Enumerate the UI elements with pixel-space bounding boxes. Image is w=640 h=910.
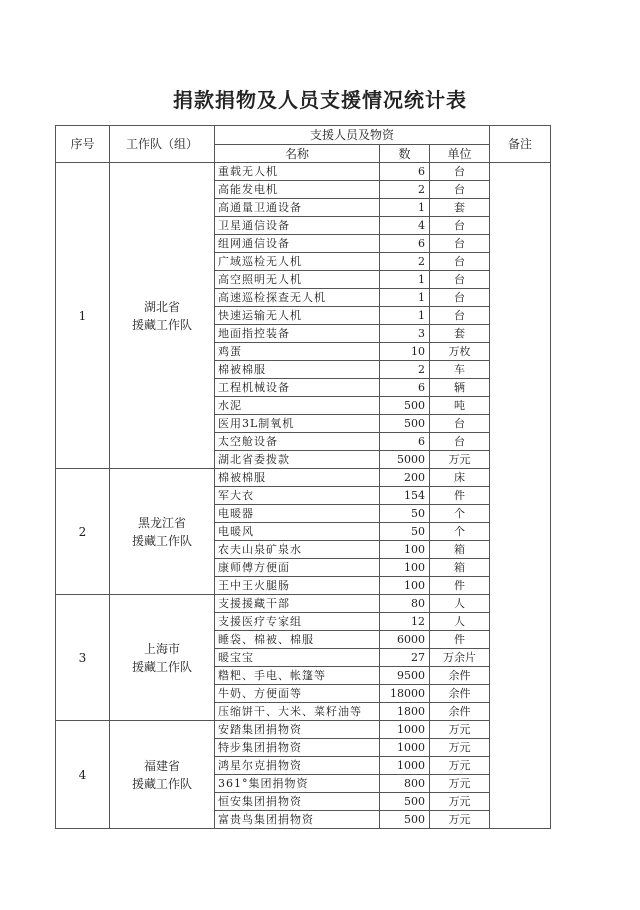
table-row: [56, 595, 551, 613]
item-count: 500: [380, 811, 430, 829]
item-count: 12: [380, 613, 430, 631]
table-row: [56, 469, 551, 487]
item-unit: 个: [430, 523, 490, 541]
statistics-table: [55, 125, 551, 829]
item-count: 100: [380, 577, 430, 595]
item-name: 棉被棉服: [215, 361, 380, 379]
header-support-group: 支援人员及物资: [215, 126, 490, 145]
item-name: 工程机械设备: [215, 379, 380, 397]
item-name: 农夫山泉矿泉水: [215, 541, 380, 559]
item-unit: 万元: [430, 721, 490, 739]
item-unit: 万枚: [430, 343, 490, 361]
item-count: 6: [380, 163, 430, 181]
item-name: 鸡蛋: [215, 343, 380, 361]
item-count: 200: [380, 469, 430, 487]
item-unit: 万元: [430, 451, 490, 469]
item-count: 50: [380, 505, 430, 523]
item-count: 3: [380, 325, 430, 343]
item-name: 压缩饼干、大米、菜籽油等: [215, 703, 380, 721]
header-unit: 单位: [430, 145, 490, 163]
header-seq: 序号: [56, 126, 110, 163]
item-unit: 件: [430, 487, 490, 505]
header-remark: 备注: [490, 126, 551, 163]
item-unit: 车: [430, 361, 490, 379]
item-unit: 床: [430, 469, 490, 487]
item-name: 太空舱设备: [215, 433, 380, 451]
item-unit: 台: [430, 163, 490, 181]
item-count: 100: [380, 559, 430, 577]
item-unit: 余件: [430, 703, 490, 721]
item-unit: 台: [430, 181, 490, 199]
item-count: 1: [380, 271, 430, 289]
item-unit: 余件: [430, 667, 490, 685]
header-team: 工作队（组）: [110, 126, 215, 163]
item-name: 王中王火腿肠: [215, 577, 380, 595]
item-count: 1: [380, 289, 430, 307]
item-name: 糌粑、手电、帐篷等: [215, 667, 380, 685]
item-name: 电暖风: [215, 523, 380, 541]
item-name: 暖宝宝: [215, 649, 380, 667]
item-count: 500: [380, 397, 430, 415]
item-count: 9500: [380, 667, 430, 685]
item-unit: 万元: [430, 811, 490, 829]
team-name-line2: 援藏工作队: [131, 533, 192, 548]
item-count: 154: [380, 487, 430, 505]
item-unit: 余件: [430, 685, 490, 703]
item-count: 2: [380, 253, 430, 271]
item-unit: 套: [430, 325, 490, 343]
group-seq: 1: [56, 163, 110, 469]
item-unit: 台: [430, 307, 490, 325]
item-count: 6: [380, 235, 430, 253]
item-count: 6000: [380, 631, 430, 649]
item-unit: 辆: [430, 379, 490, 397]
group-seq: 3: [56, 595, 110, 721]
item-unit: 万元: [430, 793, 490, 811]
item-count: 500: [380, 415, 430, 433]
item-unit: 套: [430, 199, 490, 217]
header-count: 数: [380, 145, 430, 163]
item-count: 27: [380, 649, 430, 667]
item-count: 1000: [380, 739, 430, 757]
item-name: 重载无人机: [215, 163, 380, 181]
item-unit: 台: [430, 217, 490, 235]
group-team: [110, 595, 215, 721]
item-name: 高通量卫通设备: [215, 199, 380, 217]
item-name: 地面指控装备: [215, 325, 380, 343]
header-name: 名称: [215, 145, 380, 163]
item-count: 1000: [380, 757, 430, 775]
team-name-line2: 援藏工作队: [131, 317, 192, 332]
item-count: 2: [380, 181, 430, 199]
item-name: 支援医疗专家组: [215, 613, 380, 631]
item-name: 广域巡检无人机: [215, 253, 380, 271]
item-unit: 人: [430, 595, 490, 613]
item-name: 特步集团捐物资: [215, 739, 380, 757]
item-name: 高能发电机: [215, 181, 380, 199]
item-unit: 万元: [430, 757, 490, 775]
item-name: 康师傅方便面: [215, 559, 380, 577]
item-name: 361°集团捐物资: [215, 775, 380, 793]
item-count: 500: [380, 793, 430, 811]
item-count: 800: [380, 775, 430, 793]
item-count: 1000: [380, 721, 430, 739]
item-unit: 个: [430, 505, 490, 523]
table-row: [56, 163, 551, 181]
item-count: 6: [380, 379, 430, 397]
item-unit: 台: [430, 253, 490, 271]
item-name: 恒安集团捐物资: [215, 793, 380, 811]
group-seq: 2: [56, 469, 110, 595]
item-name: 睡袋、棉被、棉服: [215, 631, 380, 649]
item-name: 安踏集团捐物资: [215, 721, 380, 739]
team-name-line1: 黑龙江省: [137, 515, 186, 530]
team-name-line2: 援藏工作队: [131, 659, 192, 674]
item-unit: 台: [430, 271, 490, 289]
item-name: 组网通信设备: [215, 235, 380, 253]
team-name-line2: 援藏工作队: [131, 776, 192, 791]
item-unit: 件: [430, 631, 490, 649]
page-title: 捐款捐物及人员支援情况统计表: [173, 88, 467, 112]
item-unit: 箱: [430, 541, 490, 559]
item-name: 医用3L制氧机: [215, 415, 380, 433]
item-unit: 台: [430, 415, 490, 433]
item-count: 2: [380, 361, 430, 379]
item-unit: 人: [430, 613, 490, 631]
item-count: 10: [380, 343, 430, 361]
item-count: 5000: [380, 451, 430, 469]
item-unit: 万余片: [430, 649, 490, 667]
remark-cell: [490, 163, 551, 829]
item-count: 1800: [380, 703, 430, 721]
item-unit: 台: [430, 289, 490, 307]
team-name-line1: 上海市: [143, 641, 180, 656]
item-unit: 箱: [430, 559, 490, 577]
item-unit: 件: [430, 577, 490, 595]
item-name: 军大衣: [215, 487, 380, 505]
item-name: 鸿星尔克捐物资: [215, 757, 380, 775]
item-name: 支援援藏干部: [215, 595, 380, 613]
item-count: 1: [380, 199, 430, 217]
team-name-line1: 湖北省: [143, 299, 180, 314]
item-name: 卫星通信设备: [215, 217, 380, 235]
item-name: 富贵鸟集团捐物资: [215, 811, 380, 829]
item-count: 50: [380, 523, 430, 541]
item-unit: 吨: [430, 397, 490, 415]
group-team: [110, 163, 215, 469]
item-name: 高空照明无人机: [215, 271, 380, 289]
item-unit: 万元: [430, 775, 490, 793]
table-body: [56, 163, 551, 829]
item-name: 水泥: [215, 397, 380, 415]
item-count: 4: [380, 217, 430, 235]
team-name-line1: 福建省: [143, 758, 180, 773]
item-name: 牛奶、方便面等: [215, 685, 380, 703]
group-team: [110, 721, 215, 829]
table-row: [56, 721, 551, 739]
item-count: 100: [380, 541, 430, 559]
item-name: 电暖器: [215, 505, 380, 523]
group-seq: 4: [56, 721, 110, 829]
item-name: 快速运输无人机: [215, 307, 380, 325]
item-count: 80: [380, 595, 430, 613]
item-count: 1: [380, 307, 430, 325]
item-unit: 台: [430, 433, 490, 451]
item-unit: 万元: [430, 739, 490, 757]
group-team: [110, 469, 215, 595]
item-name: 棉被棉服: [215, 469, 380, 487]
item-name: 高速巡检探查无人机: [215, 289, 380, 307]
item-count: 18000: [380, 685, 430, 703]
item-unit: 台: [430, 235, 490, 253]
item-name: 湖北省委拨款: [215, 451, 380, 469]
item-count: 6: [380, 433, 430, 451]
